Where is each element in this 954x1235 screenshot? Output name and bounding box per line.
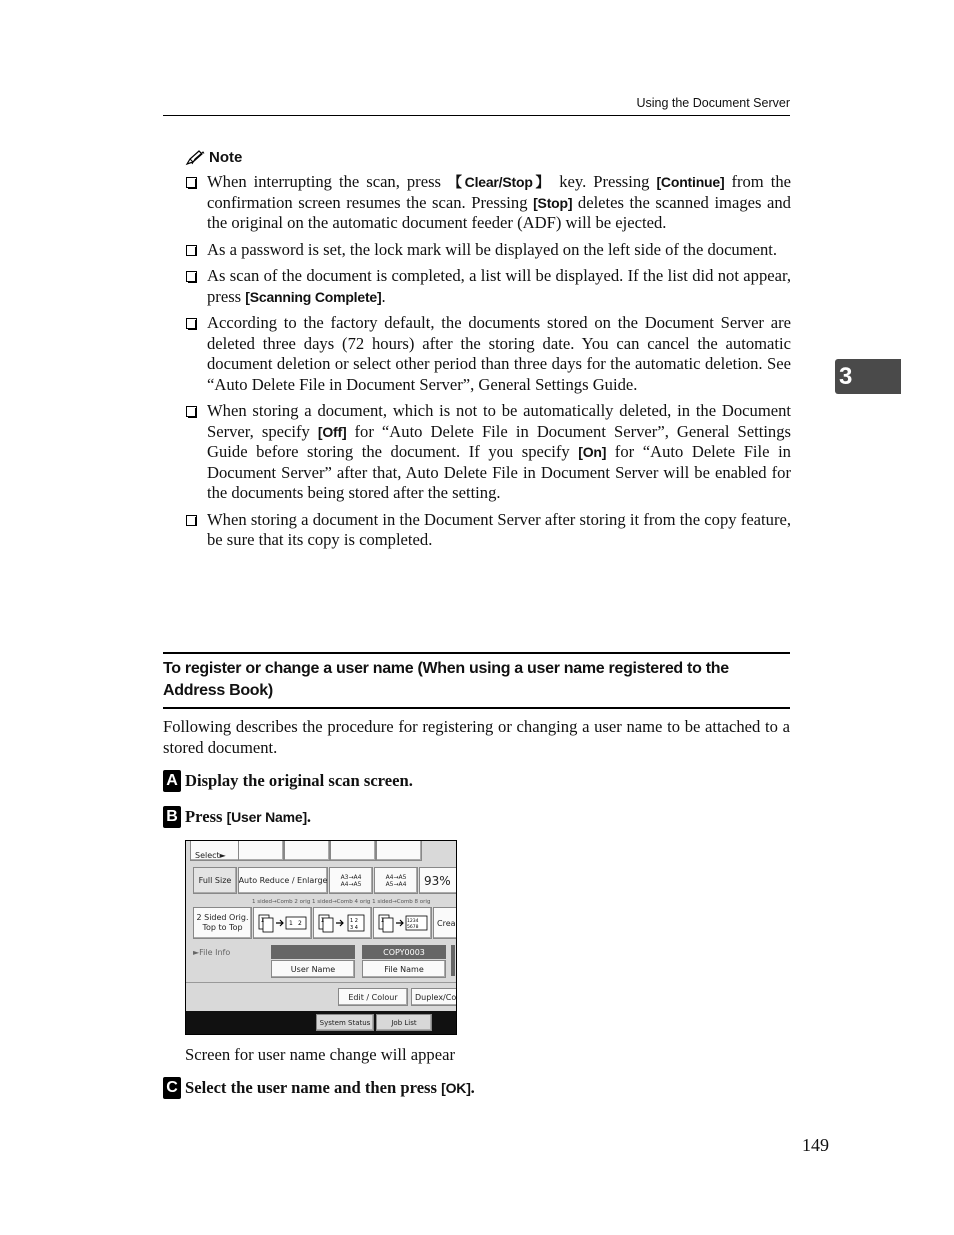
note-text-run: As a password is set, the lock mark will be displayed on the left side of the document.: [207, 239, 778, 259]
note-text-run: When storing a document in the Document Server after storing it from the copy feature, be sure that its copy is completed.: [207, 509, 791, 549]
step-2: [163, 806, 311, 828]
note-text-run: As scan of the document is completed, a list will be displayed. If the list did not appear, press: [207, 266, 791, 306]
user-name-display: [271, 945, 355, 959]
step-end: .: [306, 807, 312, 826]
note-text-run: According to the factory default, the documents stored on the Document Server are deleted three days (72 hours) after the storing date. You can cancel the automatic document deletion or select other period than three days for the automatic deletion. See “Auto Delete File in Document Server”, General Settings Guide.: [207, 313, 791, 394]
system-status-button[interactable]: System Status: [316, 1014, 374, 1031]
key-label: [Scanning Complete]: [245, 288, 382, 305]
ratio-top: A4→A5: [385, 873, 407, 881]
note-list: [185, 172, 791, 557]
svg-text:1 2: 1 2: [349, 918, 358, 924]
note-text: [201, 401, 791, 504]
svg-text:1: 1: [380, 917, 384, 924]
figure-caption: Screen for user name change will appear: [185, 1045, 455, 1064]
note-text: [201, 172, 791, 234]
key-label: [OK]: [441, 1080, 471, 1096]
preset-button-4[interactable]: [376, 840, 422, 861]
auto-reduce-enlarge-button[interactable]: Auto Reduce / Enlarge: [238, 867, 328, 894]
key-label: [Stop]: [533, 194, 573, 211]
step-number: C: [163, 1077, 181, 1099]
step-number: A: [163, 770, 181, 792]
step-3: [163, 1077, 475, 1099]
combine-8-icon: [377, 913, 429, 933]
step-text: Press: [185, 807, 223, 826]
combine-2-icon: [257, 913, 309, 933]
section-title: To register or change a user name (When using a user name registered to the Address Book): [163, 660, 729, 699]
note-item: [185, 401, 791, 504]
step-number: B: [163, 806, 181, 828]
note-item: [185, 510, 791, 551]
preset-button-3[interactable]: [330, 840, 376, 861]
section-rule-bottom: [163, 707, 790, 709]
checkbox-bullet-icon: [185, 245, 201, 256]
ratio-button-1[interactable]: [329, 867, 373, 894]
note-text: [201, 510, 791, 551]
note-text-run: key. Pressing: [552, 172, 657, 191]
note-text: [201, 313, 791, 395]
two-sided-original-button[interactable]: [193, 907, 252, 939]
note-text-run: for “Auto Delete File in Document Server” after that, Auto Delete File in Document Server will be enabled for the documents being stored after the setting.: [207, 442, 791, 502]
svg-text:1: 1: [260, 917, 264, 924]
note-text-run: When interrupting the scan, press: [207, 172, 448, 191]
preset-button-2[interactable]: [284, 840, 330, 861]
note-text-run: When storing a document, which is not to be automatically deleted, in the Document Server, specify: [207, 401, 791, 441]
key-label: [On]: [578, 444, 607, 460]
user-name-button[interactable]: User Name: [271, 960, 355, 978]
ratio-button-2[interactable]: [374, 867, 418, 894]
note-item: [185, 172, 791, 234]
note-text-run: for “Auto Delete File in Document Server”, General Settings Guide before storing the document. If you specify: [207, 421, 791, 461]
step-text: Select the user name and then press: [185, 1078, 437, 1097]
next-field-edge: [451, 945, 455, 976]
note-text: [201, 266, 791, 307]
checkbox-bullet-icon: [185, 318, 201, 329]
step-end: .: [470, 1078, 475, 1097]
section-intro: Following describes the procedure for registering or changing a user name to be attached to a stored document.: [163, 717, 790, 757]
combine-2-button[interactable]: [253, 907, 312, 939]
note-title: Note: [209, 149, 243, 166]
combine-4-button[interactable]: [313, 907, 372, 939]
chapter-tab: 3: [835, 359, 901, 394]
step-1: [163, 770, 413, 792]
svg-text:3 4: 3 4: [349, 925, 358, 931]
key-label: [Continue]: [656, 174, 725, 190]
svg-text:1: 1: [288, 920, 293, 927]
top-to-top-label: Top to Top: [202, 923, 243, 932]
svg-text:1234: 1234: [406, 919, 418, 924]
two-sided-label: 2 Sided Orig.: [196, 913, 249, 922]
note-item: [185, 313, 791, 395]
note-item: [185, 240, 791, 261]
edit-colour-button[interactable]: Edit / Colour: [338, 988, 408, 1006]
key-label: [User Name]: [226, 809, 307, 825]
full-size-button[interactable]: Full Size: [193, 867, 237, 894]
running-header: [163, 94, 790, 116]
ratio-bottom: A5→A4: [385, 880, 407, 888]
page-number: 149: [802, 1135, 829, 1155]
note-text-run: .: [381, 286, 386, 306]
file-name-button[interactable]: File Name: [362, 960, 446, 978]
key-label: 【Clear/Stop】: [448, 174, 553, 190]
svg-text:5678: 5678: [406, 925, 418, 930]
file-info-label: ►File Info: [193, 948, 231, 957]
select-button[interactable]: Select►: [190, 840, 240, 861]
create-button[interactable]: Crea: [433, 907, 457, 939]
note-text-run: from the confirmation screen resumes the scan. Pressing: [207, 172, 791, 212]
header-title: Using the Document Server: [636, 96, 790, 110]
note-text-run: deletes the scanned images and the original on the automatic document feeder (ADF) will be ejected.: [207, 192, 791, 232]
step-text: Display the original scan screen.: [185, 771, 413, 790]
checkbox-bullet-icon: [185, 515, 201, 526]
svg-text:2: 2: [297, 920, 302, 927]
control-panel-screenshot: [185, 840, 457, 1035]
note-item: [185, 266, 791, 307]
checkbox-bullet-icon: [185, 406, 201, 417]
note-heading: [185, 149, 242, 166]
zoom-percent-button[interactable]: 93%: [419, 867, 457, 894]
ratio-bottom: A4→A5: [340, 880, 362, 888]
preset-button-1[interactable]: [238, 840, 284, 861]
section-rule-top: [163, 652, 790, 654]
note-text: [201, 240, 791, 261]
combine-8-button[interactable]: [373, 907, 432, 939]
checkbox-bullet-icon: [185, 271, 201, 282]
duplex-button[interactable]: Duplex/Co: [411, 988, 457, 1006]
file-name-display: COPY0003: [362, 945, 446, 959]
divider: [186, 982, 456, 983]
key-label: [Off]: [317, 423, 347, 440]
checkbox-bullet-icon: [185, 177, 201, 188]
combine-labels: 1 sided→Comb 2 orig 1 sided→Comb 4 orig 1 sided→Comb 8 orig: [252, 899, 431, 905]
combine-4-icon: [317, 913, 369, 933]
svg-text:1: 1: [320, 917, 324, 924]
pencil-icon: [185, 150, 205, 166]
job-list-button[interactable]: Job List: [376, 1014, 432, 1031]
ratio-top: A3→A4: [340, 873, 362, 881]
